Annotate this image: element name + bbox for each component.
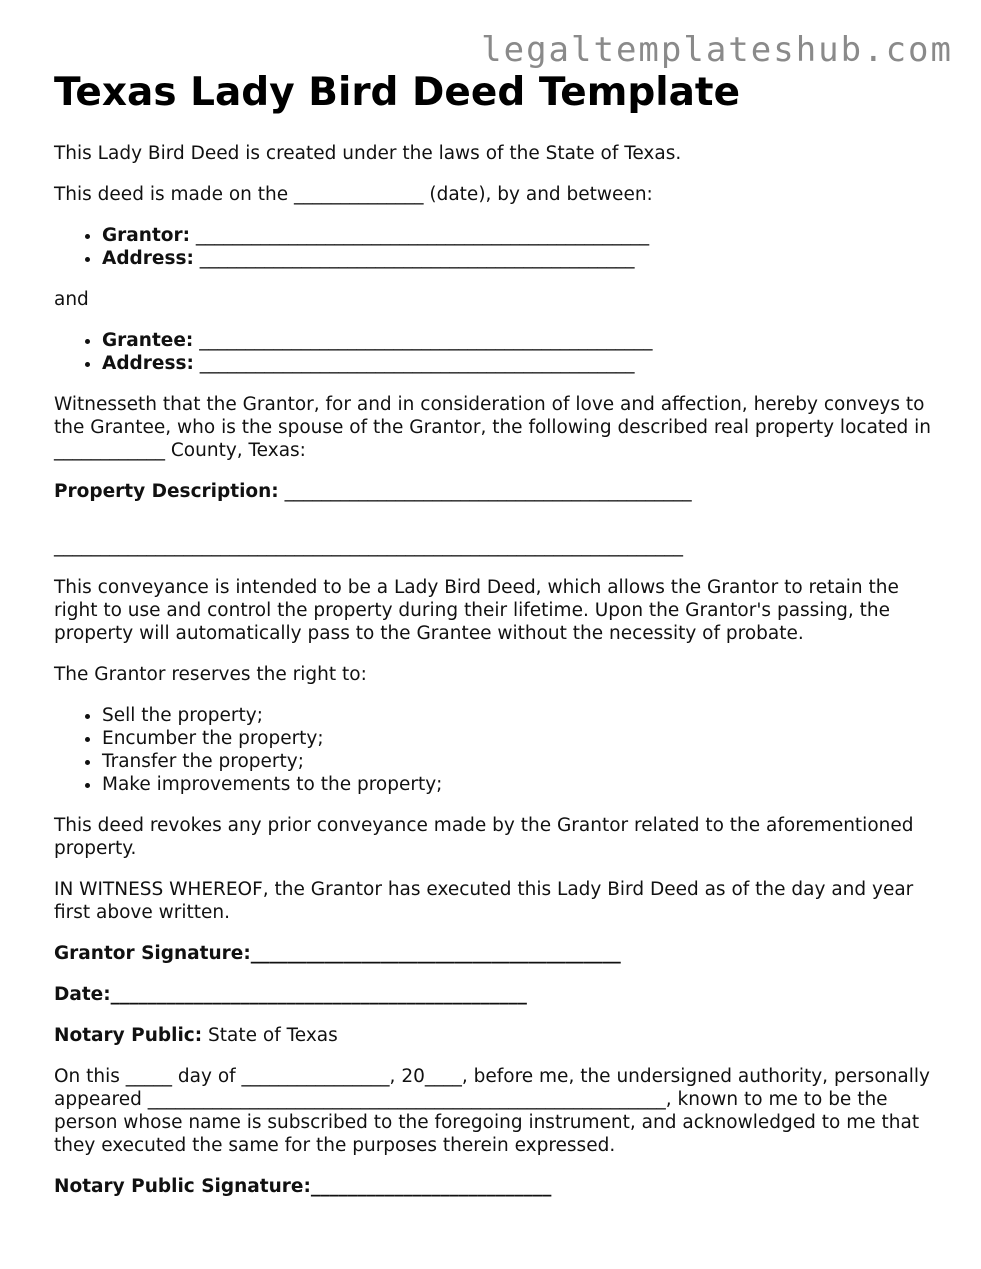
- grantee-list: [54, 329, 934, 375]
- grantee-address-item: [102, 352, 934, 375]
- revokes-paragraph: This deed revokes any prior conveyance made by the Grantor related to the aforementioned property.: [54, 815, 914, 859]
- notary-paragraph: On this _____ day of ________________, 20____, before me, the undersigned authority, personally appeared ________________________________________________________, known to me to be the person whose name is subscribed to the foregoing instrument, and acknowledged to me that they executed the same for the purposes therein expressed.: [54, 1066, 930, 1156]
- rights-list: [54, 704, 934, 796]
- list-item: • Sell the property;: [102, 704, 934, 727]
- grantor-address-item: [102, 247, 934, 270]
- address-label: Address:: [102, 248, 194, 269]
- date-blank: _____________________________________________: [110, 984, 527, 1005]
- date-paragraph: This deed is made on the ______________ (date), by and between:: [54, 184, 653, 205]
- property-blank-line: ____________________________________________________________________: [54, 536, 683, 557]
- property-label: Property Description:: [54, 481, 279, 502]
- property-blank: ____________________________________________: [278, 481, 692, 502]
- page-title: Texas Lady Bird Deed Template: [54, 70, 741, 115]
- notary-heading: [54, 1024, 934, 1047]
- witness-paragraph: IN WITNESS WHEREOF, the Grantor has executed this Lady Bird Deed as of the day and year first above written.: [54, 879, 914, 923]
- grantee-label: Grantee:: [102, 330, 194, 351]
- grantor-list: [54, 224, 934, 270]
- list-item: • Make improvements to the property;: [102, 773, 934, 796]
- grantor-label: Grantor:: [102, 225, 191, 246]
- grantor-address-blank: _______________________________________________: [193, 248, 635, 269]
- grantor-signature: [54, 942, 934, 965]
- reserves-paragraph: The Grantor reserves the right to:: [54, 664, 367, 685]
- grantee-item: [102, 329, 934, 352]
- conveyance-paragraph: This conveyance is intended to be a Lady Bird Deed, which allows the Grantor to retain the right to use and control the property during their lifetime. Upon the Grantor's passing, the property will automatically pass to the Grantee without the necessity of probate.: [54, 577, 899, 644]
- watermark: legaltemplateshub.com: [481, 30, 953, 70]
- grantor-blank: _________________________________________________: [190, 225, 650, 246]
- grantor-signature-blank: ________________________________________: [250, 943, 621, 964]
- notary-signature-label: Notary Public Signature:: [54, 1176, 311, 1197]
- grantor-signature-label: Grantor Signature:: [54, 943, 251, 964]
- notary-signature-blank: __________________________: [310, 1176, 552, 1197]
- notary-state: State of Texas: [202, 1025, 338, 1046]
- document: [54, 70, 934, 1216]
- address-label: Address:: [102, 353, 194, 374]
- grantor-item: [102, 224, 934, 247]
- property-description: [54, 480, 934, 503]
- notary-signature: [54, 1175, 934, 1198]
- witnesseth-paragraph: Witnesseth that the Grantor, for and in consideration of love and affection, hereby conveys to the Grantee, who is the spouse of the Grantor, the following described real property located in ____________ County, Texas:: [54, 394, 932, 461]
- date-label: Date:: [54, 984, 111, 1005]
- grantee-address-blank: _______________________________________________: [193, 353, 635, 374]
- list-item: • Encumber the property;: [102, 727, 934, 750]
- and-text: and: [54, 289, 89, 310]
- intro-paragraph: This Lady Bird Deed is created under the laws of the State of Texas.: [54, 143, 682, 164]
- notary-label: Notary Public:: [54, 1025, 203, 1046]
- date-line: [54, 983, 934, 1006]
- grantee-blank: _________________________________________________: [193, 330, 653, 351]
- list-item: • Transfer the property;: [102, 750, 934, 773]
